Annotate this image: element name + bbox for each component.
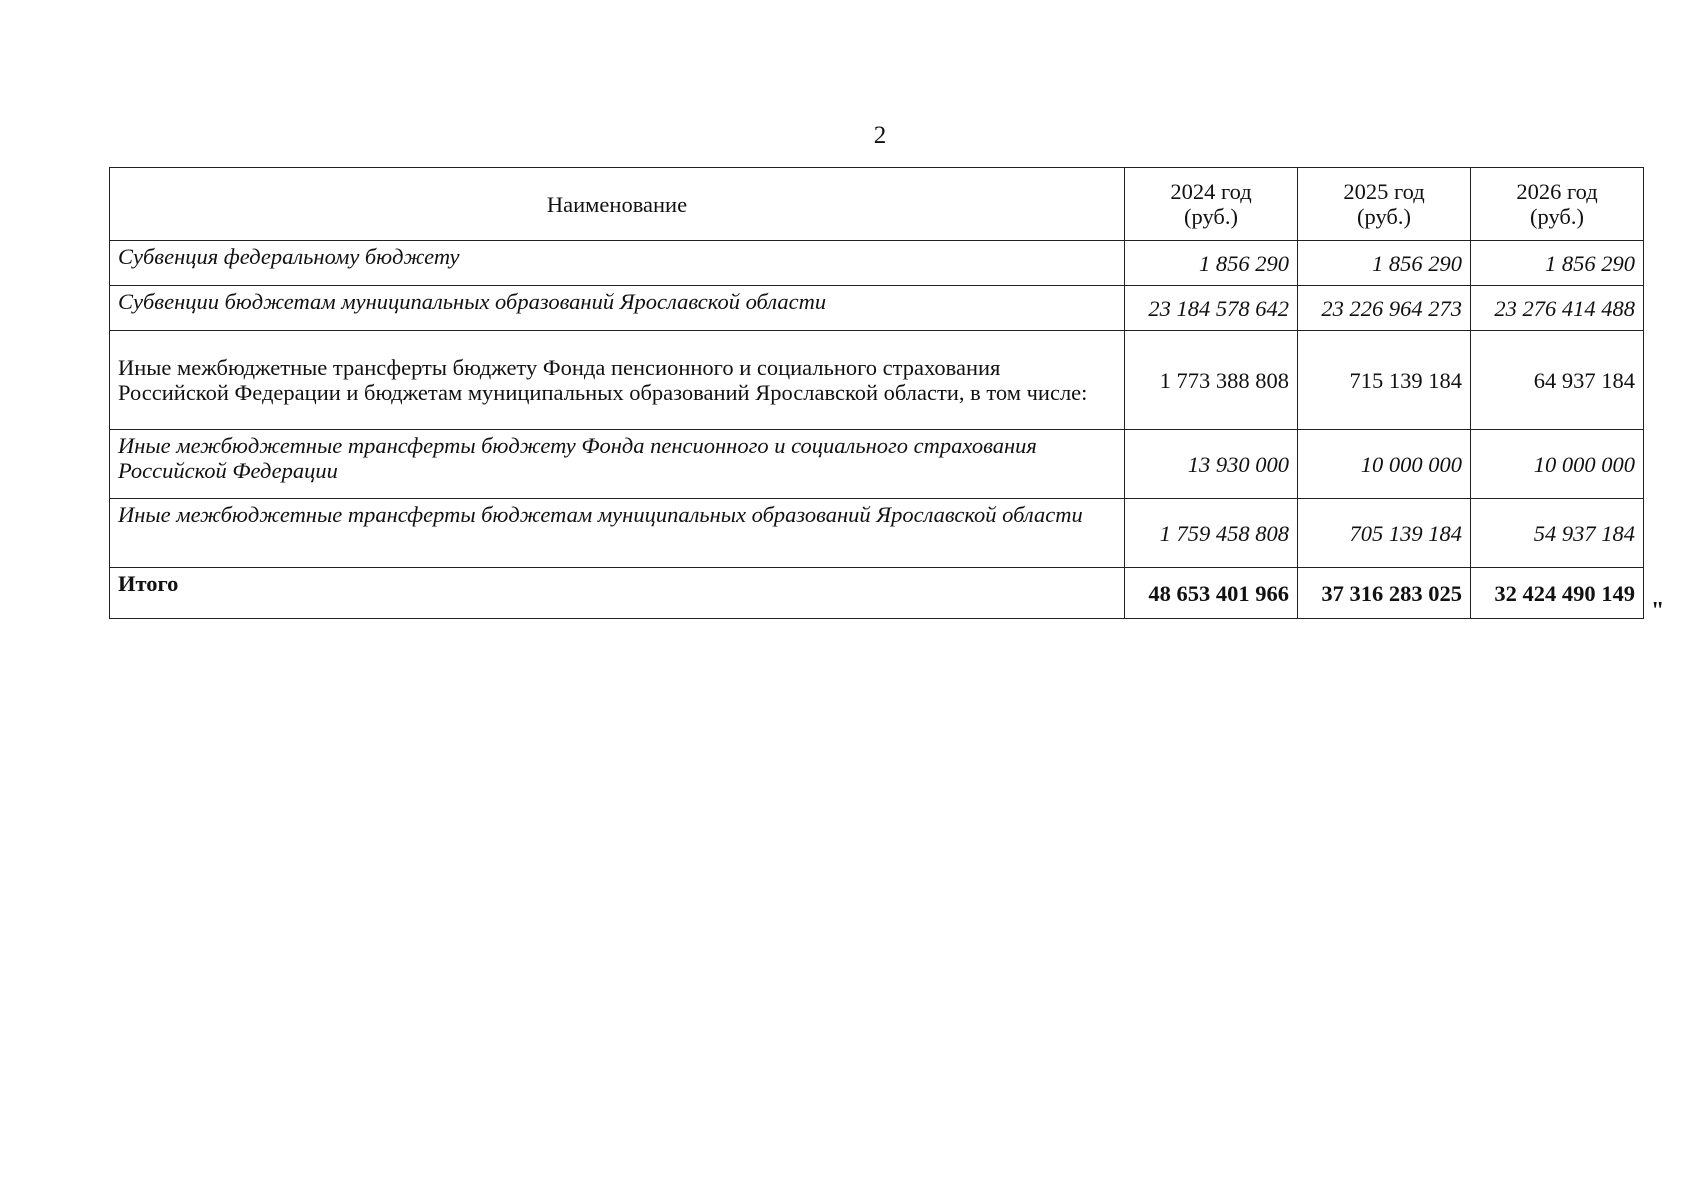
table-row-total <box>110 568 1644 619</box>
header-year-2025 <box>1298 168 1471 241</box>
row-value-2024: 1 773 388 808 <box>1125 331 1298 430</box>
row-value-2025: 23 226 964 273 <box>1298 286 1471 331</box>
header-unit-label: (руб.) <box>1357 204 1411 229</box>
row-value-2026: 54 937 184 <box>1471 499 1644 568</box>
table-row <box>110 286 1644 331</box>
budget-table <box>109 167 1644 619</box>
header-name: Наименование <box>110 168 1125 241</box>
row-name: Иные межбюджетные трансферты бюджету Фонда пенсионного и социального страхования Российской Федерации и бюджетам муниципальных образований Ярославской области, в том числе: <box>110 331 1125 430</box>
row-value-2025: 705 139 184 <box>1298 499 1471 568</box>
page-number: 2 <box>873 122 887 149</box>
table-header-row <box>110 168 1644 241</box>
row-value-2026: 32 424 490 149 <box>1471 568 1644 619</box>
table-row <box>110 331 1644 430</box>
row-value-2024: 48 653 401 966 <box>1125 568 1298 619</box>
row-name: Итого <box>110 568 1125 619</box>
row-value-2024: 1 856 290 <box>1125 241 1298 286</box>
row-name: Иные межбюджетные трансферты бюджету Фонда пенсионного и социального страхования Российской Федерации <box>110 430 1125 499</box>
row-value-2024: 13 930 000 <box>1125 430 1298 499</box>
row-value-2024: 1 759 458 808 <box>1125 499 1298 568</box>
row-name: Субвенции бюджетам муниципальных образований Ярославской области <box>110 286 1125 331</box>
row-name: Иные межбюджетные трансферты бюджетам муниципальных образований Ярославской области <box>110 499 1125 568</box>
row-value-2025: 715 139 184 <box>1298 331 1471 430</box>
closing-quote-mark: " <box>1651 598 1665 624</box>
row-name: Субвенция федеральному бюджету <box>110 241 1125 286</box>
header-year-label: 2026 год <box>1516 179 1598 204</box>
row-value-2025: 37 316 283 025 <box>1298 568 1471 619</box>
row-value-2025: 1 856 290 <box>1298 241 1471 286</box>
header-unit-label: (руб.) <box>1530 204 1584 229</box>
table-row <box>110 499 1644 568</box>
row-value-2024: 23 184 578 642 <box>1125 286 1298 331</box>
header-year-2024 <box>1125 168 1298 241</box>
row-value-2026: 1 856 290 <box>1471 241 1644 286</box>
row-value-2026: 23 276 414 488 <box>1471 286 1644 331</box>
header-year-label: 2024 год <box>1170 179 1252 204</box>
header-year-2026 <box>1471 168 1644 241</box>
row-value-2026: 64 937 184 <box>1471 331 1644 430</box>
table-row <box>110 430 1644 499</box>
row-value-2025: 10 000 000 <box>1298 430 1471 499</box>
header-year-label: 2025 год <box>1343 179 1425 204</box>
header-unit-label: (руб.) <box>1184 204 1238 229</box>
table-row <box>110 241 1644 286</box>
row-value-2026: 10 000 000 <box>1471 430 1644 499</box>
